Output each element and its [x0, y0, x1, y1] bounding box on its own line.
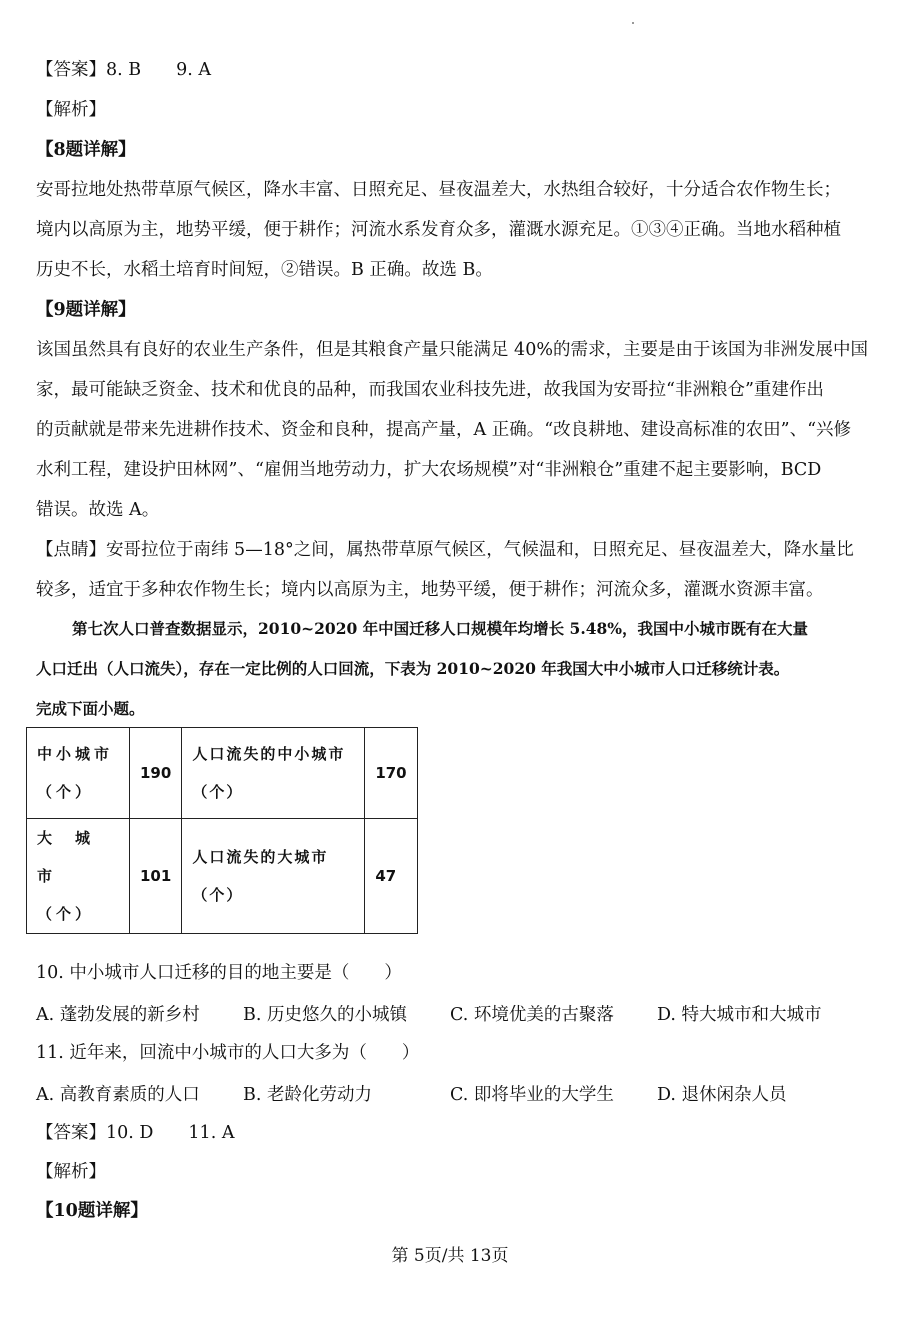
q9-text-line: 错误。故选 A。 [36, 500, 160, 520]
q9-text-line: 的贡献就是带来先进耕作技术、资金和良种，提高产量，A 正确。“改良耕地、建设高标准的农田”、“兴修 [36, 420, 852, 440]
q9-detail-header: 【9题详解】 [36, 300, 136, 320]
cell-unit-text: （个） [192, 886, 244, 904]
q10-option-c: C. 环境优美的古聚落 [450, 1005, 614, 1025]
cell-label-text: 人口流失的大城市 [192, 848, 329, 866]
answer-line: 【答案】10. D 11. A [36, 1123, 235, 1143]
q11-option-d: D. 退休闲杂人员 [657, 1085, 787, 1105]
q11-stem: 11. 近年来，回流中小城市的人口大多为（ ） [36, 1043, 420, 1063]
table-row [27, 728, 418, 819]
table-cell-label [27, 728, 130, 819]
analysis-label: 【解析】 [36, 1162, 106, 1182]
migration-table [26, 727, 418, 934]
speck [632, 22, 634, 24]
cell-label-text: 人口流失的中小城市 [192, 745, 346, 763]
passage-line: 人口迁出（人口流失），存在一定比例的人口回流，下表为 2010~2020 年我国大中小城市人口迁移统计表。 [36, 659, 790, 678]
q9-text-line: 水利工程，建设护田林网”、“雇佣当地劳动力，扩大农场规模”对“非洲粮仓”重建不起主要影响，BCD [36, 460, 822, 480]
tip-text-line: 【点睛】安哥拉位于南纬 5—18°之间，属热带草原气候区，气候温和，日照充足、昼夜温差大，降水量比 [36, 540, 854, 560]
q10-option-b: B. 历史悠久的小城镇 [243, 1005, 407, 1025]
q10-option-a: A. 蓬勃发展的新乡村 [36, 1005, 200, 1025]
q10-detail-header: 【10题详解】 [36, 1201, 148, 1221]
q8-detail-header: 【8题详解】 [36, 140, 136, 160]
table-cell-label [182, 728, 365, 819]
page-number: 第 5页/共 13页 [391, 1246, 509, 1266]
q8-text-line: 境内以高原为主，地势平缓，便于耕作；河流水系发育众多，灌溉水源充足。①③④正确。当地水稻种植 [36, 220, 841, 240]
q9-text-line: 家，最可能缺乏资金、技术和优良的品种，而我国农业科技先进，故我国为安哥拉“非洲粮仓”重建作出 [36, 380, 824, 400]
table-cell-value: 170 [365, 728, 417, 819]
cell-unit-text: （个） [37, 783, 95, 801]
passage-line: 第七次人口普查数据显示，2010~2020 年中国迁移人口规模年均增长 5.48%，我国中小城市既有在大量 [72, 619, 809, 638]
q9-text-line: 该国虽然具有良好的农业生产条件，但是其粮食产量只能满足 40%的需求，主要是由于该国为非洲发展中国 [36, 340, 868, 360]
analysis-label: 【解析】 [36, 100, 106, 120]
table-row [27, 819, 418, 934]
q8-text-line: 安哥拉地处热带草原气候区，降水丰富、日照充足、昼夜温差大，水热组合较好，十分适合农作物生长； [36, 180, 841, 200]
q10-stem: 10. 中小城市人口迁移的目的地主要是（ ） [36, 963, 402, 983]
cell-label-text: 大 城 市 [37, 829, 114, 885]
table-cell-label [27, 819, 130, 934]
table-cell-value: 190 [130, 728, 182, 819]
table-cell-value: 47 [365, 819, 417, 934]
q11-option-b: B. 老龄化劳动力 [243, 1085, 372, 1105]
cell-unit-text: （个） [37, 905, 95, 923]
table-cell-value: 101 [130, 819, 182, 934]
q11-option-c: C. 即将毕业的大学生 [450, 1085, 614, 1105]
cell-label-text: 中小城市 [37, 745, 114, 763]
table-cell-label [182, 819, 365, 934]
q11-option-a: A. 高教育素质的人口 [36, 1085, 200, 1105]
answer-line: 【答案】8. B 9. A [36, 60, 212, 80]
cell-unit-text: （个） [192, 783, 244, 801]
q10-option-d: D. 特大城市和大城市 [657, 1005, 822, 1025]
tip-text-line: 较多，适宜于多种农作物生长；境内以高原为主，地势平缓，便于耕作；河流众多，灌溉水资源丰富。 [36, 580, 824, 600]
q8-text-line: 历史不长，水稻土培育时间短，②错误。B 正确。故选 B。 [36, 260, 493, 280]
passage-line: 完成下面小题。 [36, 699, 145, 718]
